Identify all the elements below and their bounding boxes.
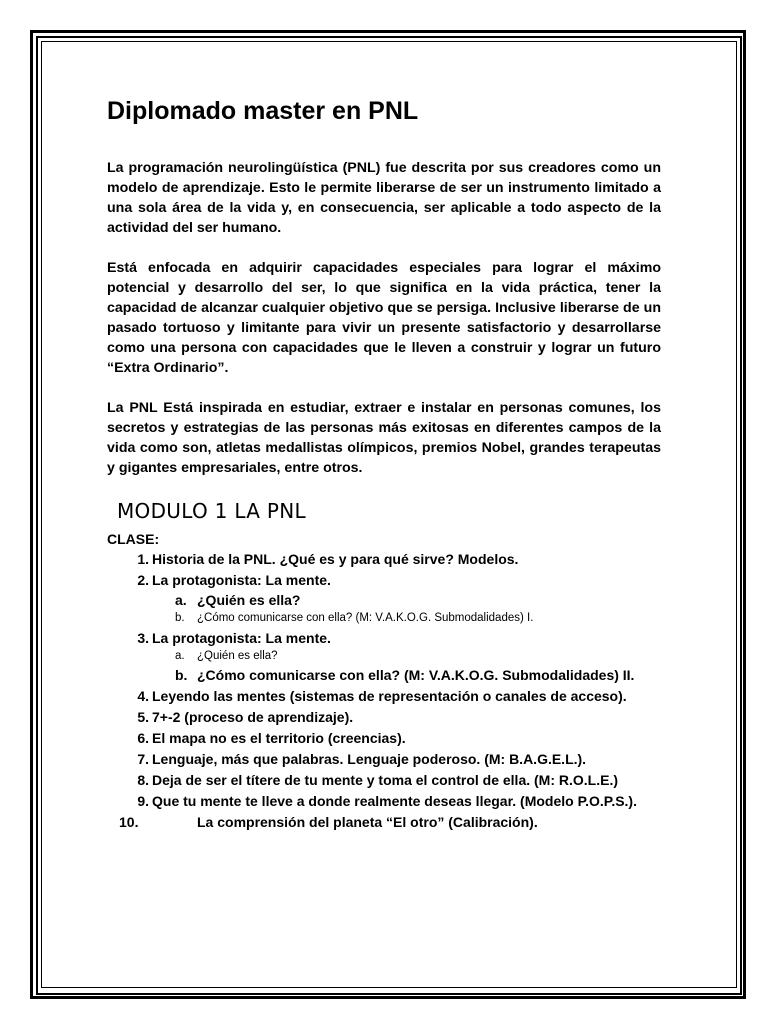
list-item: 2. La protagonista: La mente. a. ¿Quién es ella? b. ¿Cómo comunicarse con ella? (M: V.A.K.O.G. Submodalidades) I.	[107, 570, 661, 627]
list-item: 4. Leyendo las mentes (sistemas de representación o canales de acceso).	[137, 688, 627, 704]
document-title: Diplomado master en PNL	[107, 97, 419, 125]
sub-list-item: b. ¿Cómo comunicarse con ella? (M: V.A.K.O.G. Submodalidades) II.	[175, 667, 635, 683]
intro-paragraph-1: La programación neurolingüística (PNL) fue descrita por sus creadores como un modelo de aprendizaje. Esto le permite liberarse de ser un instrumento limitado a una sola área de la vida y, en consecuencia, ser aplicable a todo aspecto de la actividad del ser humano.	[107, 160, 661, 236]
list-item: 7. Lenguaje, más que palabras. Lenguaje poderoso. (M: B.A.G.E.L.).	[137, 751, 587, 767]
document-body	[107, 94, 661, 833]
list-item: 3. La protagonista: La mente. a. ¿Quién es ella? b. ¿Cómo comunicarse con ella? (M: V.A.K.O.G. Submodalidades) II.	[107, 628, 661, 685]
list-item: 9. Que tu mente te lleve a donde realmente deseas llegar. (Modelo P.O.P.S.).	[137, 793, 637, 809]
list-item: 6. El mapa no es el territorio (creencias).	[137, 730, 406, 746]
intro-paragraph-3: La PNL Está inspirada en estudiar, extraer e instalar en personas comunes, los secretos y estrategias de las personas más exitosas en diferentes campos de la vida como son, atletas medallistas olímpicos, premios Nobel, grandes terapeutas y gigantes empresariales, entre otros.	[107, 400, 661, 476]
list-item: 10. La comprensión del planeta “El otro” (Calibración).	[119, 814, 538, 830]
module-title: MODULO 1 LA PNL	[117, 499, 306, 523]
clase-label: CLASE:	[107, 531, 160, 547]
list-item: 1. Historia de la PNL. ¿Qué es y para qué sirve? Modelos.	[137, 551, 519, 567]
intro-paragraph-2: Está enfocada en adquirir capacidades especiales para lograr el máximo potencial y desarrollo del ser, lo que significa en la vida práctica, tener la capacidad de alcanzar cualquier objetivo que se persiga. Inclusive liberarse de un pasado tortuoso y limitante para vivir un presente satisfactorio y desarrollarse como una persona con capacidades que le lleven a construir y lograr un futuro “Extra Ordinario”.	[107, 260, 661, 376]
sub-list	[152, 590, 661, 627]
list-item: 5. 7+-2 (proceso de aprendizaje).	[137, 709, 354, 725]
class-list	[107, 549, 661, 832]
sub-list-item: a. ¿Quién es ella?	[175, 650, 278, 662]
sub-list-item: b. ¿Cómo comunicarse con ella? (M: V.A.K.O.G. Submodalidades) I.	[175, 612, 534, 624]
list-item: 8. Deja de ser el títere de tu mente y toma el control de ella. (M: R.O.L.E.)	[137, 772, 618, 788]
sub-list-item: a. ¿Quién es ella?	[175, 592, 301, 608]
sub-list	[152, 648, 661, 685]
